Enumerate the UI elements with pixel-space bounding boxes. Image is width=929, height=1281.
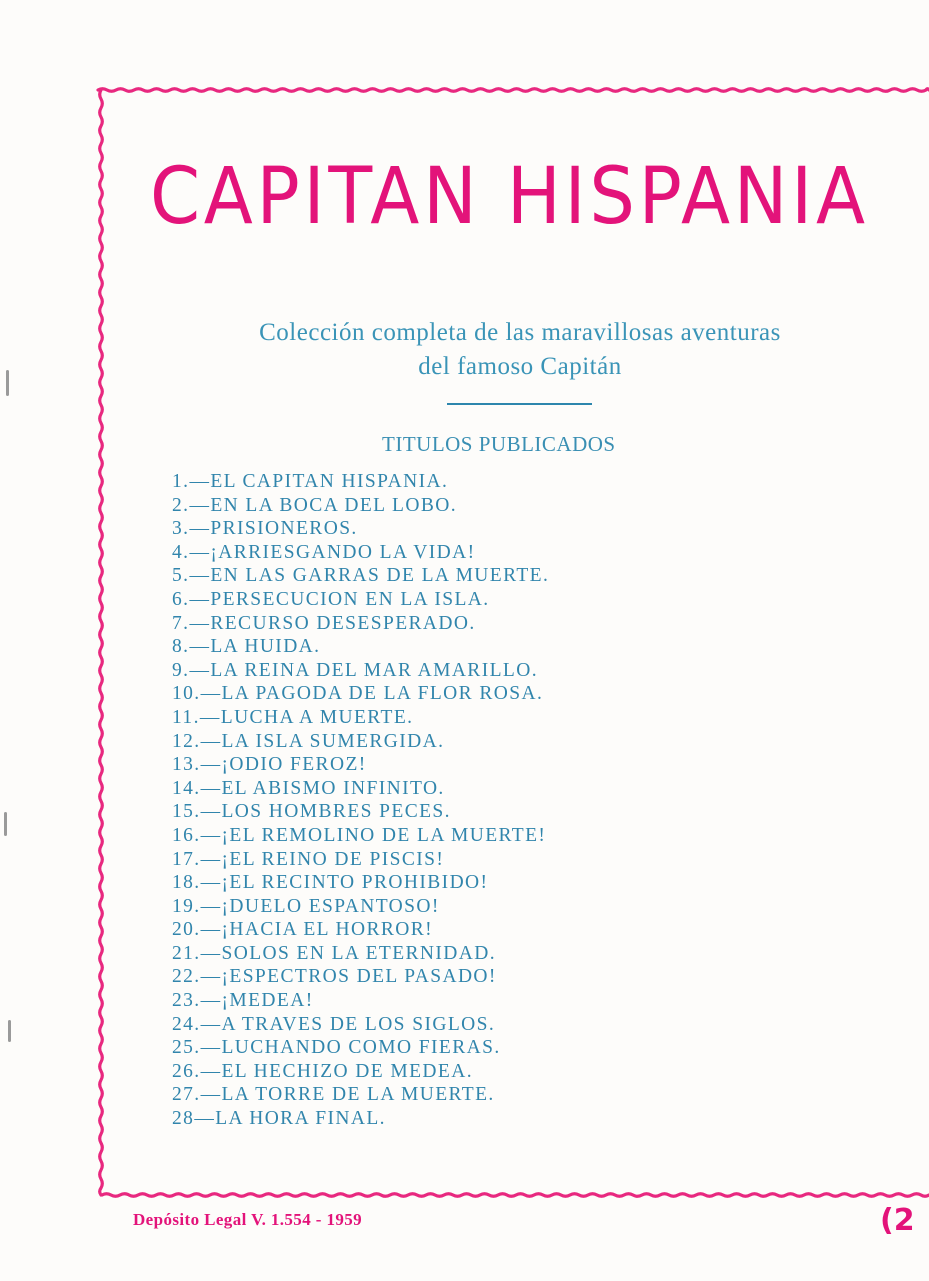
title-number: 18. [172, 872, 201, 894]
list-item [172, 800, 549, 824]
title-number: 13. [172, 754, 201, 776]
list-item [172, 730, 549, 754]
border-wave [102, 1194, 929, 1197]
title-number: 21. [172, 942, 201, 964]
title-text: A TRAVES DE LOS SIGLOS. [221, 1013, 496, 1035]
title-text: EL HECHIZO DE MEDEA. [221, 1060, 473, 1082]
title-text: LA ISLA SUMERGIDA. [221, 730, 445, 752]
title-number: 28 [172, 1108, 195, 1130]
title-number: 22. [172, 966, 201, 988]
list-item [172, 541, 549, 565]
title-text: LUCHANDO COMO FIERAS. [221, 1037, 501, 1059]
title-separator: — [200, 824, 222, 846]
list-item [172, 871, 549, 895]
title-text: ¡ODIO FEROZ! [221, 754, 367, 776]
title-text: ¡EL RECINTO PROHIBIDO! [221, 872, 489, 894]
title-number: 7. [172, 612, 190, 634]
title-number: 11. [172, 706, 200, 728]
title-text: ¡EL REINO DE PISCIS! [221, 848, 445, 870]
list-item [172, 1083, 549, 1107]
title-separator: — [200, 1060, 222, 1082]
title-number: 25. [172, 1037, 201, 1059]
title-separator: — [189, 541, 211, 563]
border-wave [100, 90, 103, 1195]
title-number: 27. [172, 1084, 201, 1106]
title-separator: — [200, 1037, 222, 1059]
title-separator: — [189, 518, 211, 540]
title-separator: — [200, 1013, 222, 1035]
title-text: ¡MEDEA! [221, 990, 314, 1012]
title-text: ¡HACIA EL HORROR! [221, 919, 434, 941]
list-item [172, 682, 549, 706]
scan-mark-left [4, 812, 7, 836]
title-number: 12. [172, 730, 201, 752]
title-separator: — [200, 990, 222, 1012]
list-item [172, 895, 549, 919]
title-number: 20. [172, 919, 201, 941]
list-item [172, 965, 549, 989]
title-number: 5. [172, 565, 190, 587]
title-text: ¡ARRIESGANDO LA VIDA! [210, 541, 476, 563]
title-number: 26. [172, 1060, 201, 1082]
title-number: 1. [172, 471, 190, 492]
list-item [172, 564, 549, 588]
title-separator: — [200, 683, 222, 705]
list-item [172, 989, 549, 1013]
list-item [172, 470, 549, 494]
list-item [172, 848, 549, 872]
title-separator: — [189, 565, 211, 587]
title-number: 2. [172, 494, 190, 516]
title-text: RECURSO DESESPERADO. [210, 612, 476, 634]
page-title: CAPITAN HISPANIA [150, 152, 869, 242]
title-separator: — [200, 895, 222, 917]
title-separator: — [189, 612, 211, 634]
title-separator: — [199, 706, 221, 728]
title-text: LA REINA DEL MAR AMARILLO. [210, 659, 538, 681]
title-separator: — [194, 1108, 216, 1130]
divider-line [447, 403, 592, 405]
border-wave [98, 89, 929, 92]
title-separator: — [200, 872, 222, 894]
title-text: ¡EL REMOLINO DE LA MUERTE! [221, 824, 547, 846]
title-number: 23. [172, 990, 201, 1012]
title-number: 3. [172, 518, 190, 540]
title-text: ¡DUELO ESPANTOSO! [221, 895, 440, 917]
subtitle [200, 316, 840, 384]
title-text: LUCHA A MUERTE. [220, 706, 414, 728]
list-item [172, 494, 549, 518]
title-number: 16. [172, 824, 201, 846]
list-item [172, 612, 549, 636]
title-separator: — [200, 919, 222, 941]
title-text: LOS HOMBRES PECES. [221, 801, 451, 823]
subtitle-line: del famoso Capitán [418, 353, 622, 380]
title-text: PERSECUCION EN LA ISLA. [210, 588, 490, 610]
list-item [172, 588, 549, 612]
list-item [172, 942, 549, 966]
title-separator: — [200, 942, 222, 964]
list-heading: TITULOS PUBLICADOS [382, 432, 616, 456]
list-item [172, 517, 549, 541]
title-text: PRISIONEROS. [210, 518, 358, 540]
page-number: (2 [880, 1203, 915, 1238]
title-text: LA PAGODA DE LA FLOR ROSA. [221, 683, 544, 705]
title-number: 4. [172, 541, 190, 563]
subtitle-line: Colección completa de las maravillosas aventuras [259, 319, 781, 346]
list-item [172, 1060, 549, 1084]
title-number: 10. [172, 683, 201, 705]
title-text: EN LA BOCA DEL LOBO. [210, 494, 457, 516]
title-separator: — [189, 636, 211, 658]
title-number: 8. [172, 636, 190, 658]
title-separator: — [200, 730, 222, 752]
published-titles-list [172, 470, 549, 1131]
list-item [172, 918, 549, 942]
list-item [172, 1036, 549, 1060]
list-item [172, 753, 549, 777]
title-separator: — [200, 777, 222, 799]
title-text: EL ABISMO INFINITO. [221, 777, 445, 799]
list-item [172, 635, 549, 659]
title-number: 14. [172, 777, 201, 799]
title-number: 17. [172, 848, 201, 870]
title-text: LA HUIDA. [210, 636, 321, 658]
title-number: 24. [172, 1013, 201, 1035]
title-separator: — [200, 754, 222, 776]
title-number: 9. [172, 659, 190, 681]
list-item [172, 777, 549, 801]
scan-mark-left [8, 1020, 11, 1042]
title-text: LA TORRE DE LA MUERTE. [221, 1084, 495, 1106]
title-text: EL CAPITAN HISPANIA. [210, 471, 449, 492]
title-separator: — [189, 588, 211, 610]
title-text: EN LAS GARRAS DE LA MUERTE. [210, 565, 550, 587]
title-number: 15. [172, 801, 201, 823]
list-item [172, 659, 549, 683]
title-number: 19. [172, 895, 201, 917]
list-item [172, 824, 549, 848]
title-separator: — [189, 471, 211, 492]
list-item [172, 706, 549, 730]
list-item [172, 1013, 549, 1037]
title-separator: — [200, 966, 222, 988]
legal-deposit: Depósito Legal V. 1.554 - 1959 [133, 1210, 363, 1229]
title-number: 6. [172, 588, 190, 610]
list-item [172, 1107, 549, 1131]
title-text: LA HORA FINAL. [215, 1108, 386, 1130]
title-separator: — [200, 801, 222, 823]
title-separator: — [189, 494, 211, 516]
title-separator: — [200, 848, 222, 870]
title-separator: — [189, 659, 211, 681]
title-text: SOLOS EN LA ETERNIDAD. [221, 942, 497, 964]
title-text: ¡ESPECTROS DEL PASADO! [221, 966, 497, 988]
title-separator: — [200, 1084, 222, 1106]
scan-mark-left [6, 370, 9, 396]
